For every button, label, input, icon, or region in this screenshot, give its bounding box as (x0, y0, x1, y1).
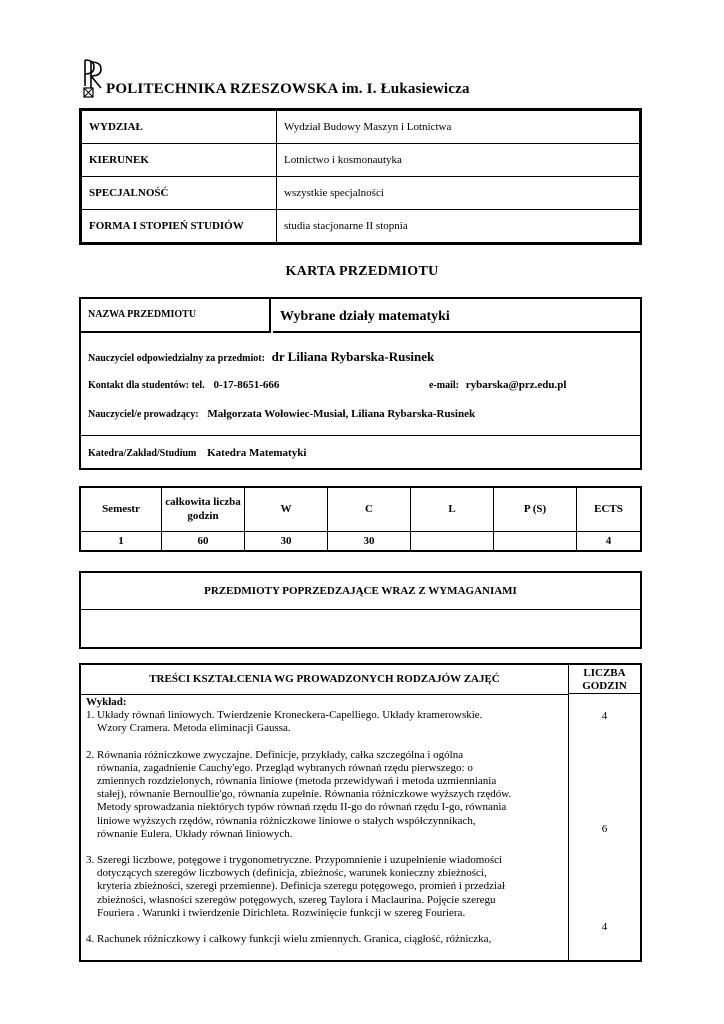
prerequisites-block (79, 571, 642, 649)
content-line: Wzory Cramera. Metoda eliminacji Gaussa. (97, 722, 291, 735)
info-value: studia stacjonarne II stopnia (277, 210, 640, 243)
item-hours: 4 (601, 710, 608, 722)
contents-hours-header: LICZBA GODZIN (569, 665, 640, 694)
department-label: Katedra/Zakład/Studium (88, 448, 197, 459)
email-line (429, 379, 566, 391)
info-value: Wydział Budowy Maszyn i Lotnictwa (277, 111, 640, 144)
info-key: WYDZIAŁ (82, 111, 277, 144)
hours-header-cell: L (411, 487, 494, 531)
hours-header-row (80, 487, 641, 531)
info-value: Lotnictwo i kosmonautyka (277, 144, 640, 177)
content-item-2 (86, 749, 564, 841)
teachers-line (88, 408, 475, 420)
responsible-line (88, 349, 434, 365)
responsible-label: Nauczyciel odpowiedzialny za przedmiot: (88, 353, 265, 364)
info-value: wszystkie specjalności (277, 177, 640, 210)
hours-header-cell: całkowita liczba godzin (162, 487, 245, 531)
department-value: Katedra Matematyki (207, 447, 307, 459)
course-contents-block (79, 663, 642, 962)
teachers-label: Nauczyciel/e prowadzący: (88, 409, 199, 420)
hours-header-cell: Semestr (80, 487, 162, 531)
prz-logo-icon (82, 58, 104, 98)
faculty-info-table (79, 108, 642, 245)
content-line: liniowe wyższych rzędów, równania różniczkowe liniowe o stałych współczynnikach, (97, 814, 476, 827)
hours-value-cell: 30 (245, 531, 328, 551)
info-key: SPECJALNOŚĆ (82, 177, 277, 210)
hours-table (79, 486, 642, 552)
email-value: rybarska@prz.edu.pl (465, 379, 567, 391)
hours-value-row (80, 531, 641, 551)
subject-name-label: NAZWA PRZEDMIOTU (81, 299, 271, 333)
content-line: równania, zagadnienie Cauchy'ego. Przegląd wybranych równań rzędu pierwszego: o (97, 761, 473, 774)
prerequisites-header: PRZEDMIOTY POPRZEDZAJĄCE WRAZ Z WYMAGANIAMI (81, 573, 640, 610)
divider (81, 435, 640, 436)
document-header (82, 52, 470, 98)
contents-header: TREŚCI KSZTAŁCENIA WG PROWADZONYCH RODZAJÓW ZAJĘĆ (81, 665, 569, 695)
hours-header-cell: ECTS (577, 487, 642, 531)
page-title: KARTA PRZEDMIOTU (285, 264, 439, 279)
hours-value-cell: 1 (80, 531, 162, 551)
contact-phone: 0-17-8651-666 (213, 379, 280, 391)
info-row-field (82, 144, 640, 177)
content-line: dotyczących szeregów liczbowych (definicja, zbieżnośc, warunek konieczny zbieżności, (97, 867, 487, 880)
content-line: kryteria zbieżności, szeregi przemienne). Definicja szeregu potęgowego, promień i przedział (97, 880, 506, 893)
hours-value-cell: 4 (577, 531, 642, 551)
teachers-value: Małgorzata Wołowiec-Musiał, Liliana Rybarska-Rusinek (207, 408, 476, 420)
contact-label: Kontakt dla studentów: tel. (88, 380, 205, 391)
hours-value-cell: 60 (162, 531, 245, 551)
content-item-1 (86, 709, 564, 735)
hours-header-cell: W (245, 487, 328, 531)
hours-value-cell (494, 531, 577, 551)
hours-value-cell: 30 (328, 531, 411, 551)
info-key: KIERUNEK (82, 144, 277, 177)
info-row-specialty (82, 177, 640, 210)
content-item-3 (86, 854, 564, 920)
department-line (88, 447, 306, 459)
content-line: stałej), równanie Bernoullie'go, równania zupełnie. Równania różniczkowe wyższych rzędów. (97, 788, 512, 801)
subject-info-block (79, 297, 642, 470)
lecture-label: Wykład: (86, 696, 127, 708)
university-name: POLITECHNIKA RZESZOWSKA im. I. Łukasiewicza (106, 81, 470, 97)
email-label: e-mail: (429, 380, 459, 391)
subject-name-value: Wybrane działy matematyki (273, 299, 640, 333)
content-line: Metody sprowadzania niektórych typów równań rzędu II-go do równań rzędu I-go, równania (97, 801, 507, 814)
contact-line (88, 379, 279, 391)
info-row-faculty (82, 111, 640, 144)
hours-value-cell (411, 531, 494, 551)
content-line: 2. Równania różniczkowe zwyczajne. Definicje, przykłady, całka szczególna i ogólna (86, 748, 464, 761)
item-hours: 6 (601, 823, 608, 835)
content-item-4 (86, 933, 564, 946)
content-line: Fouriera . Warunki i twierdzenie Dirichleta. Rozwinięcie funkcji w szereg Fouriera. (97, 906, 466, 919)
content-line: 3. Szeregi liczbowe, potęgowe i trygonometryczne. Przypomnienie i uzupełnienie wiadomości (86, 854, 503, 867)
content-line: 4. Rachunek różniczkowy i całkowy funkcji wielu zmiennych. Granica, ciągłość, różniczka, (86, 933, 492, 946)
contents-text (86, 696, 564, 946)
content-line: równanie Eulera. Układy równań liniowych. (97, 827, 293, 840)
content-line: zbieżności, własności szeregów potęgowych, szereg Taylora i Maclaurina. Pojęcie szeregu (97, 893, 496, 906)
info-key: FORMA I STOPIEŃ STUDIÓW (82, 210, 277, 243)
responsible-value: dr Liliana Rybarska-Rusinek (271, 349, 435, 364)
content-line: 1. Układy równań liniowych. Twierdzenie Kroneckera-Capelliego. Układy kramerowskie. (86, 709, 483, 722)
hours-header-cell: C (328, 487, 411, 531)
info-row-form (82, 210, 640, 243)
item-hours: 4 (601, 921, 608, 933)
content-line: zmiennych rozdzielonych, równania liniowe (metoda przewidywań i metoda uzmienniania (97, 775, 497, 788)
hours-header-cell: P (S) (494, 487, 577, 531)
